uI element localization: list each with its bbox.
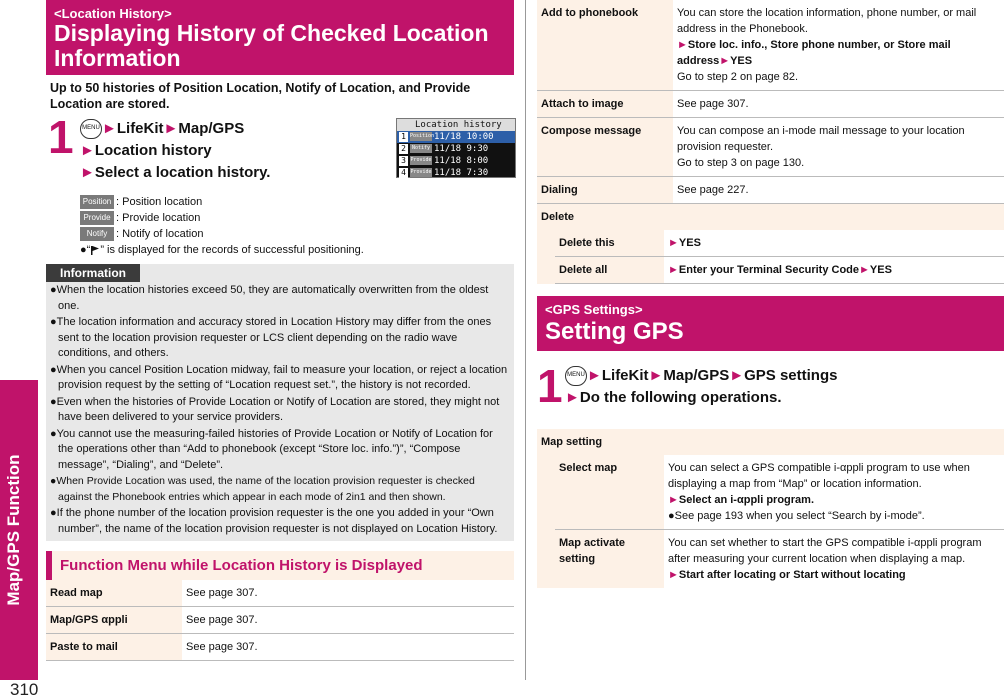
- icon-legend: [80, 194, 514, 258]
- provide-icon: Provide: [80, 211, 114, 225]
- intro-text: Up to 50 histories of Position Location, Notify of Location, and Provide Location are stored.: [50, 81, 471, 111]
- screen-row: 4 Provide 11/18 7:30: [397, 167, 515, 179]
- menu-item-map-gps-appli: Map/GPS αppli: [46, 607, 182, 634]
- table-row: [537, 91, 1004, 118]
- menu-item-add-to-phonebook: Add to phonebook: [537, 0, 673, 91]
- step-number: 1: [537, 360, 563, 412]
- legend-item: Position : Position location: [80, 194, 514, 210]
- notify-icon: Notify: [80, 227, 114, 241]
- menu-item-delete-all: Delete all: [546, 257, 664, 284]
- function-menu-table-right: [537, 0, 1004, 284]
- info-bullet: ●You cannot use the measuring-failed histories of Provide Location or Notify of Location for the operations other than “Add to phonebook (except “Store loc. info.”)”, “Compose message”, “Dialing”, and “Delete”.: [50, 427, 493, 471]
- gps-settings-table: [537, 429, 1004, 588]
- position-icon: Position: [80, 195, 114, 209]
- left-column: [46, 0, 514, 661]
- gps-settings-banner: [537, 296, 1004, 351]
- banner-title: Setting GPS: [545, 318, 684, 345]
- menu-item-desc: ►YES: [664, 230, 1004, 257]
- screen-row: 1 Position11/18 10:00: [397, 131, 515, 143]
- menu-item-desc: See page 227.: [673, 177, 1004, 204]
- flag-icon: [90, 245, 100, 255]
- delete-submenu: [537, 230, 1004, 284]
- table-row: [537, 177, 1004, 204]
- gps-step-1: [537, 360, 1004, 429]
- menu-item-select-map: Select map: [546, 455, 664, 530]
- table-row: [546, 257, 1004, 284]
- menu-item-desc: You can set whether to start the GPS compatible i-αppli program after measuring your current location when displaying a map. ►Start after locating or Start without locating: [668, 537, 982, 581]
- function-menu-table-left: [46, 580, 514, 661]
- step-select-history: Select a location history.: [94, 164, 271, 181]
- info-bullet: ●If the phone number of the location provision requester is the one you added in your “Own number”, the name of the location provision requester is not displayed on Location History.: [50, 507, 498, 535]
- right-column: [537, 0, 1004, 588]
- table-row: [537, 230, 1004, 284]
- table-row: [46, 607, 514, 634]
- phone-screen-location-history: [396, 118, 516, 178]
- step-number: 1: [48, 111, 74, 163]
- info-bullet: ●The location information and accuracy stored in Location History may differ from the ones sent to the location provision requester or LCS client depending on the radio wave conditions, and others.: [50, 316, 492, 359]
- menu-item-map-setting: Map setting: [537, 429, 1004, 455]
- table-row: [537, 118, 1004, 177]
- menu-item-desc: ►Enter your Terminal Security Code►YES: [664, 257, 1004, 284]
- page-number: 310: [10, 680, 39, 698]
- table-row: [537, 204, 1004, 231]
- function-menu-heading: Function Menu while Location History is Displayed: [46, 551, 514, 580]
- legend-item: Provide : Provide location: [80, 210, 514, 226]
- information-box: [46, 264, 514, 541]
- menu-item-desc: You can select a GPS compatible i-αppli program to use when displaying a map from “Map” or location information. ►Select an i-αppli program. ●See page 193 when you select “Search by i-mode”.: [664, 455, 1004, 530]
- menu-item-desc: See page 307.: [182, 634, 514, 661]
- table-row: [537, 455, 1004, 588]
- table-row: [46, 580, 514, 607]
- menu-item-dialing: Dialing: [537, 177, 673, 204]
- menu-item-desc: See page 307.: [182, 607, 514, 634]
- menu-item-desc: You can compose an i-mode mail message to your location provision requester. Go to step 3 on page 130.: [673, 118, 1004, 177]
- step-lifekit: LifeKit: [116, 120, 164, 137]
- menu-item-delete-this: Delete this: [546, 230, 664, 257]
- table-row: [537, 0, 1004, 91]
- menu-key-icon: MENU: [565, 366, 587, 386]
- step-map-gps: Map/GPS: [178, 120, 245, 137]
- table-row: [546, 530, 1004, 589]
- menu-item-paste-to-mail: Paste to mail: [46, 634, 182, 661]
- step-instructions: MENU ►LifeKit►Map/GPS ►Location history ►Select a location history.: [80, 120, 271, 181]
- table-row: [546, 455, 1004, 530]
- chapter-side-tab-label: Map/GPS Function: [4, 454, 23, 606]
- banner-title: Displaying History of Checked Location Information: [54, 20, 489, 71]
- step-1: [46, 111, 514, 194]
- menu-item-attach-to-image: Attach to image: [537, 91, 673, 118]
- table-row: [46, 634, 514, 661]
- menu-item-delete: Delete: [537, 204, 1004, 231]
- step-instructions: MENU ►LifeKit►Map/GPS►GPS settings ►Do the following operations.: [565, 367, 838, 406]
- menu-item-desc: See page 307.: [182, 580, 514, 607]
- info-bullet: ●When you cancel Position Location midway, fail to measure your location, or reject a location provision request by the setting of “Location request set.”, the history is not recorded.: [50, 363, 508, 391]
- flag-note: ●“ ” is displayed for the records of successful positioning.: [80, 244, 364, 256]
- information-tab: Information: [46, 264, 140, 282]
- info-bullet: ●When the location histories exceed 50, they are automatically overwritten from the oldest one.: [50, 284, 489, 312]
- menu-item-compose-message: Compose message: [537, 118, 673, 177]
- step-location-history: Location history: [94, 142, 212, 159]
- menu-item-read-map: Read map: [46, 580, 182, 607]
- screen-row: 3 Provide 11/18 8:00: [397, 155, 515, 167]
- map-setting-submenu: [537, 455, 1004, 588]
- menu-key-icon: MENU: [80, 119, 102, 139]
- location-history-banner: [46, 0, 514, 75]
- menu-item-desc: See page 307.: [673, 91, 1004, 118]
- banner-subtitle: <GPS Settings>: [545, 302, 643, 317]
- menu-item-map-activate-setting: Map activate setting: [546, 530, 664, 589]
- screen-row: 2 Notify 11/18 9:30: [397, 143, 515, 155]
- screen-header: Location history: [397, 119, 515, 131]
- info-bullet: ●Even when the histories of Provide Location or Notify of Location are stored, they might not have been delivered to your service providers.: [50, 395, 500, 423]
- banner-subtitle: <Location History>: [54, 6, 172, 21]
- column-divider: [525, 0, 526, 680]
- table-row: [546, 230, 1004, 257]
- legend-item: Notify : Notify of location: [80, 226, 514, 242]
- menu-item-desc: You can store the location information, phone number, or mail address in the Phonebook. ►Store loc. info., Store phone number, or Store mail address►YES Go to step 2 on page 82.: [673, 0, 1004, 91]
- info-bullet: ●When Provide Location was used, the name of the location provision requester is checked against the Phonebook entries which appear in each mode of 2in1 and then shown.: [50, 475, 475, 503]
- chapter-side-tab: [0, 380, 38, 680]
- table-row: [537, 429, 1004, 455]
